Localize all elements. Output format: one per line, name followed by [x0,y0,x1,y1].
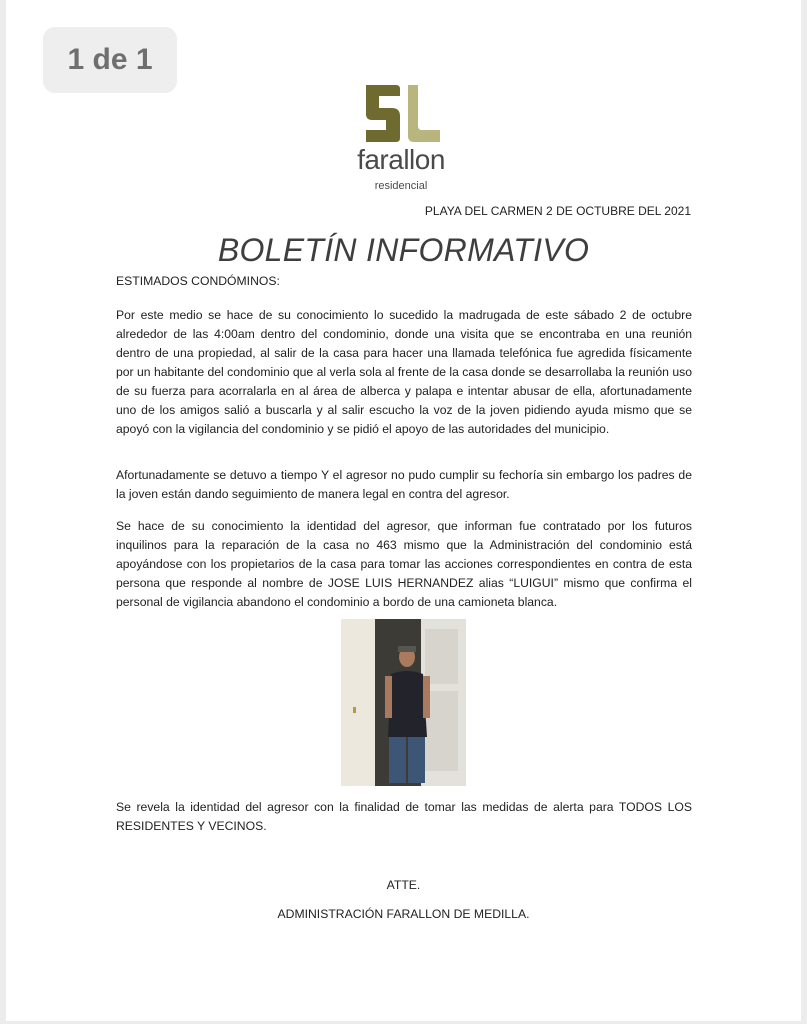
document-title: BOLETÍN INFORMATIVO [217,232,590,268]
aggressor-photo [341,619,466,786]
paragraph-identity: Se hace de su conocimiento la identidad del agresor, que informan fue contratado por los futuros inquilinos para la reparación de la casa no 463 mismo que la Administración del condominio está apoyándose con los propietarios de la casa para tomar las acciones correspondientes en contra de esta persona que responde al nombre de JOSE LUIS HERNANDEZ alias “LUIGUI” mismo que confirma el personal de vigilancia abandono el condominio a bordo de una camioneta blanca. [116,519,692,609]
paragraph-alert: Se revela la identidad del agresor con la finalidad de tomar las medidas de alerta para TODOS LOS RESIDENTES Y VECINOS. [116,800,692,833]
closing: ATTE. [386,878,421,892]
paragraph-outcome: Afortunadamente se detuvo a tiempo Y el agresor no pudo cumplir su fechoría sin embargo los padres de la joven están dando seguimiento de manera legal en contra del agresor. [116,468,692,501]
paragraph-incident: Por este medio se hace de su conocimiento lo sucedido la madrugada de este sábado 2 de octubre alrededor de las 4:00am dentro del condominio, donde una visita que se encontraba en una reunión dentro de una propiedad, al salir de la casa para hacer una llamada telefónica fue agredida físicamente por un habitante del condominio que al verla sola al frente de la casa donde se desarrollaba la reunión uso de su fuerza para acorralarla en al área de alberca y palapa e intentar abusar de ella, afortunadamente uno de los amigos salió a buscarla y al salir escucho la voz de la joven pidiendo ayuda mismo que se apoyó con la vigilancia del condominio y se pidió el apoyo de las autoridades del municipio. [116,308,692,436]
logo-name: farallon [357,144,445,175]
greeting: ESTIMADOS CONDÓMINOS: [116,274,280,288]
date-line: PLAYA DEL CARMEN 2 DE OCTUBRE DEL 2021 [424,204,691,218]
farallon-logo [340,82,480,192]
logo-subtitle: residencial [374,180,428,192]
logo-mark-icon [362,82,442,144]
signature: ADMINISTRACIÓN FARALLON DE MEDILLA. [277,907,530,921]
page-indicator: 1 de 1 [43,27,177,93]
